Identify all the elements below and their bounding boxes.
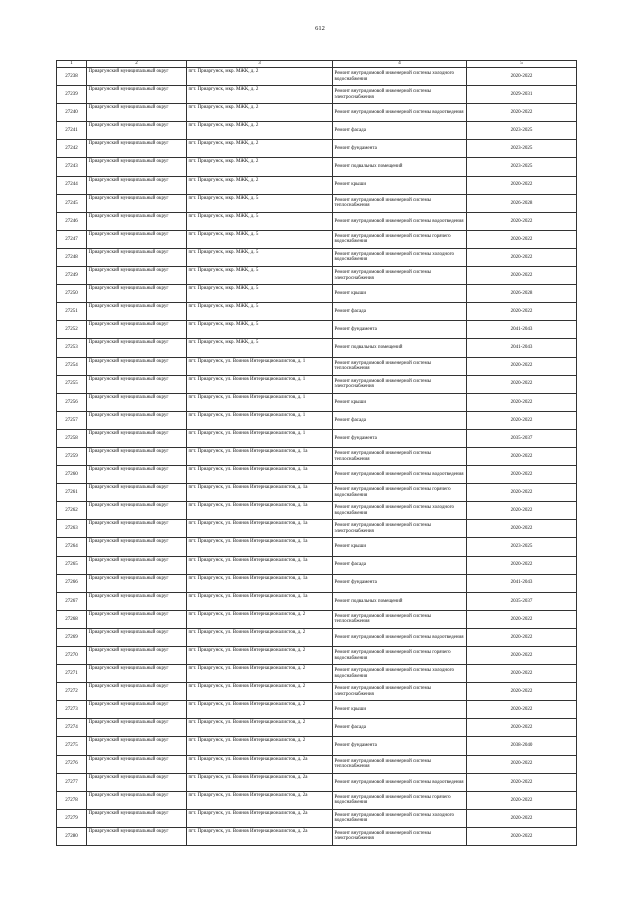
address-cell: пгт. Приаргунск, мкр. МЖК, д. 5: [187, 212, 333, 230]
work-type-cell: Ремонт внутридомовой инженерной системы холодного водоснабжения: [333, 665, 467, 683]
period-cell: 2020-2022: [467, 610, 577, 628]
municipality-cell: Приаргунский муниципальный округ: [87, 285, 187, 303]
period-cell: 2020-2022: [467, 773, 577, 791]
municipality-cell: Приаргунский муниципальный округ: [87, 484, 187, 502]
period-cell: 2020-2022: [467, 809, 577, 827]
municipality-cell: Приаргунский муниципальный округ: [87, 701, 187, 719]
address-cell: пгт. Приаргунск, ул. Воинов Интернационалистов, д. 1а: [187, 502, 333, 520]
work-type-cell: Ремонт внутридомовой инженерной системы холодного водоснабжения: [333, 68, 467, 86]
municipality-cell: Приаргунский муниципальный округ: [87, 339, 187, 357]
row-number-cell: 27259: [57, 447, 87, 465]
row-number-cell: 27272: [57, 683, 87, 701]
period-cell: 2023-2025: [467, 122, 577, 140]
period-cell: 2020-2022: [467, 628, 577, 646]
row-number-cell: 27251: [57, 303, 87, 321]
work-type-cell: Ремонт фундамента: [333, 140, 467, 158]
address-cell: пгт. Приаргунск, мкр. МЖК, д. 5: [187, 285, 333, 303]
row-number-cell: 27240: [57, 104, 87, 122]
table-row: [57, 647, 577, 665]
municipality-cell: Приаргунский муниципальный округ: [87, 86, 187, 104]
work-type-cell: Ремонт крыши: [333, 176, 467, 194]
row-number-cell: 27246: [57, 212, 87, 230]
address-cell: пгт. Приаргунск, мкр. МЖК, д. 2: [187, 176, 333, 194]
municipality-cell: Приаргунский муниципальный округ: [87, 556, 187, 574]
address-cell: пгт. Приаргунск, ул. Воинов Интернационалистов, д. 2а: [187, 773, 333, 791]
table-row: [57, 628, 577, 646]
table-row: [57, 68, 577, 86]
municipality-cell: Приаргунский муниципальный округ: [87, 466, 187, 484]
work-type-cell: Ремонт внутридомовой инженерной системы холодного водоснабжения: [333, 502, 467, 520]
table-row: [57, 701, 577, 719]
municipality-cell: Приаргунский муниципальный округ: [87, 194, 187, 212]
municipality-cell: Приаргунский муниципальный округ: [87, 574, 187, 592]
work-type-cell: Ремонт внутридомовой инженерной системы водоотведения: [333, 773, 467, 791]
address-cell: пгт. Приаргунск, ул. Воинов Интернационалистов, д. 2: [187, 719, 333, 737]
address-cell: пгт. Приаргунск, ул. Воинов Интернационалистов, д. 1: [187, 429, 333, 447]
work-type-cell: Ремонт внутридомовой инженерной системы холодного водоснабжения: [333, 248, 467, 266]
row-number-cell: 27275: [57, 737, 87, 755]
municipality-cell: Приаргунский муниципальный округ: [87, 628, 187, 646]
address-cell: пгт. Приаргунск, мкр. МЖК, д. 5: [187, 194, 333, 212]
address-cell: пгт. Приаргунск, мкр. МЖК, д. 2: [187, 158, 333, 176]
period-cell: 2029-2031: [467, 86, 577, 104]
municipality-cell: Приаргунский муниципальный округ: [87, 140, 187, 158]
work-type-cell: Ремонт внутридомовой инженерной системы электроснабжения: [333, 86, 467, 104]
work-type-cell: Ремонт внутридомовой инженерной системы теплоснабжения: [333, 755, 467, 773]
table-row: [57, 755, 577, 773]
table-row: [57, 827, 577, 845]
address-cell: пгт. Приаргунск, ул. Воинов Интернационалистов, д. 2: [187, 737, 333, 755]
row-number-cell: 27238: [57, 68, 87, 86]
address-cell: пгт. Приаргунск, мкр. МЖК, д. 2: [187, 86, 333, 104]
table-row: [57, 122, 577, 140]
table-row: [57, 303, 577, 321]
table-row: [57, 484, 577, 502]
period-cell: 2020-2022: [467, 647, 577, 665]
address-cell: пгт. Приаргунск, мкр. МЖК, д. 2: [187, 140, 333, 158]
work-type-cell: Ремонт внутридомовой инженерной системы теплоснабжения: [333, 447, 467, 465]
address-cell: пгт. Приаргунск, ул. Воинов Интернационалистов, д. 1: [187, 357, 333, 375]
row-number-cell: 27253: [57, 339, 87, 357]
address-cell: пгт. Приаргунск, ул. Воинов Интернационалистов, д. 1: [187, 411, 333, 429]
capital-repair-table: [56, 60, 577, 846]
municipality-cell: Приаргунский муниципальный округ: [87, 755, 187, 773]
period-cell: 2020-2022: [467, 665, 577, 683]
address-cell: пгт. Приаргунск, ул. Воинов Интернационалистов, д. 1а: [187, 556, 333, 574]
table-row: [57, 737, 577, 755]
table-row: [57, 809, 577, 827]
address-cell: пгт. Приаргунск, ул. Воинов Интернационалистов, д. 1а: [187, 592, 333, 610]
address-cell: пгт. Приаргунск, мкр. МЖК, д. 5: [187, 267, 333, 285]
row-number-cell: 27261: [57, 484, 87, 502]
table-row: [57, 773, 577, 791]
table-row: [57, 140, 577, 158]
municipality-cell: Приаргунский муниципальный округ: [87, 411, 187, 429]
period-cell: 2041-2043: [467, 574, 577, 592]
work-type-cell: Ремонт внутридомовой инженерной системы водоотведения: [333, 212, 467, 230]
work-type-cell: Ремонт внутридомовой инженерной системы электроснабжения: [333, 683, 467, 701]
period-cell: 2020-2022: [467, 502, 577, 520]
row-number-cell: 27276: [57, 755, 87, 773]
row-number-cell: 27269: [57, 628, 87, 646]
table-row: [57, 502, 577, 520]
period-cell: 2023-2025: [467, 140, 577, 158]
municipality-cell: Приаргунский муниципальный округ: [87, 719, 187, 737]
work-type-cell: Ремонт внутридомовой инженерной системы горячего водоснабжения: [333, 791, 467, 809]
row-number-cell: 27239: [57, 86, 87, 104]
period-cell: 2041-2043: [467, 321, 577, 339]
period-cell: 2038-2040: [467, 737, 577, 755]
period-cell: 2020-2022: [467, 556, 577, 574]
work-type-cell: Ремонт внутридомовой инженерной системы электроснабжения: [333, 267, 467, 285]
municipality-cell: Приаргунский муниципальный округ: [87, 773, 187, 791]
address-cell: пгт. Приаргунск, мкр. МЖК, д. 5: [187, 248, 333, 266]
municipality-cell: Приаргунский муниципальный округ: [87, 665, 187, 683]
row-number-cell: 27244: [57, 176, 87, 194]
row-number-cell: 27267: [57, 592, 87, 610]
table-row: [57, 230, 577, 248]
row-number-cell: 27263: [57, 520, 87, 538]
table-row: [57, 104, 577, 122]
work-type-cell: Ремонт подвальных помещений: [333, 592, 467, 610]
table-row: [57, 176, 577, 194]
table-row: [57, 574, 577, 592]
address-cell: пгт. Приаргунск, мкр. МЖК, д. 5: [187, 321, 333, 339]
period-cell: 2020-2022: [467, 827, 577, 845]
period-cell: 2041-2043: [467, 339, 577, 357]
row-number-cell: 27249: [57, 267, 87, 285]
column-header-work-type: 4: [333, 61, 467, 68]
period-cell: 2020-2022: [467, 357, 577, 375]
table-row: [57, 683, 577, 701]
address-cell: пгт. Приаргунск, ул. Воинов Интернационалистов, д. 2: [187, 683, 333, 701]
column-header-municipality: 2: [87, 61, 187, 68]
work-type-cell: Ремонт подвальных помещений: [333, 339, 467, 357]
column-header-period: 5: [467, 61, 577, 68]
address-cell: пгт. Приаргунск, ул. Воинов Интернационалистов, д. 1: [187, 393, 333, 411]
row-number-cell: 27252: [57, 321, 87, 339]
row-number-cell: 27262: [57, 502, 87, 520]
work-type-cell: Ремонт фундамента: [333, 429, 467, 447]
municipality-cell: Приаргунский муниципальный округ: [87, 321, 187, 339]
table-row: [57, 791, 577, 809]
table-row: [57, 267, 577, 285]
address-cell: пгт. Приаргунск, ул. Воинов Интернационалистов, д. 1а: [187, 447, 333, 465]
municipality-cell: Приаргунский муниципальный округ: [87, 610, 187, 628]
row-number-cell: 27248: [57, 248, 87, 266]
work-type-cell: Ремонт внутридомовой инженерной системы холодного водоснабжения: [333, 809, 467, 827]
row-number-cell: 27277: [57, 773, 87, 791]
address-cell: пгт. Приаргунск, ул. Воинов Интернационалистов, д. 2а: [187, 755, 333, 773]
period-cell: 2026-2028: [467, 194, 577, 212]
row-number-cell: 27264: [57, 538, 87, 556]
row-number-cell: 27257: [57, 411, 87, 429]
work-type-cell: Ремонт внутридомовой инженерной системы электроснабжения: [333, 520, 467, 538]
municipality-cell: Приаргунский муниципальный округ: [87, 267, 187, 285]
table-row: [57, 411, 577, 429]
work-type-cell: Ремонт фасада: [333, 719, 467, 737]
table-row: [57, 429, 577, 447]
work-type-cell: Ремонт внутридомовой инженерной системы теплоснабжения: [333, 610, 467, 628]
work-type-cell: Ремонт внутридомовой инженерной системы электроснабжения: [333, 375, 467, 393]
row-number-cell: 27255: [57, 375, 87, 393]
municipality-cell: Приаргунский муниципальный округ: [87, 502, 187, 520]
table-row: [57, 447, 577, 465]
municipality-cell: Приаргунский муниципальный округ: [87, 791, 187, 809]
row-number-cell: 27274: [57, 719, 87, 737]
row-number-cell: 27254: [57, 357, 87, 375]
municipality-cell: Приаргунский муниципальный округ: [87, 122, 187, 140]
table-row: [57, 212, 577, 230]
work-type-cell: Ремонт внутридомовой инженерной системы водоотведения: [333, 466, 467, 484]
row-number-cell: 27266: [57, 574, 87, 592]
row-number-cell: 27242: [57, 140, 87, 158]
work-type-cell: Ремонт фундамента: [333, 321, 467, 339]
row-number-cell: 27279: [57, 809, 87, 827]
address-cell: пгт. Приаргунск, мкр. МЖК, д. 5: [187, 303, 333, 321]
work-type-cell: Ремонт внутридомовой инженерной системы горячего водоснабжения: [333, 647, 467, 665]
address-cell: пгт. Приаргунск, ул. Воинов Интернационалистов, д. 2а: [187, 809, 333, 827]
period-cell: 2026-2028: [467, 285, 577, 303]
page-number: 612: [315, 25, 325, 32]
address-cell: пгт. Приаргунск, ул. Воинов Интернационалистов, д. 1а: [187, 466, 333, 484]
row-number-cell: 27241: [57, 122, 87, 140]
period-cell: 2035-2037: [467, 429, 577, 447]
work-type-cell: Ремонт внутридомовой инженерной системы горячего водоснабжения: [333, 484, 467, 502]
municipality-cell: Приаргунский муниципальный округ: [87, 809, 187, 827]
work-type-cell: Ремонт внутридомовой инженерной системы теплоснабжения: [333, 194, 467, 212]
municipality-cell: Приаргунский муниципальный округ: [87, 176, 187, 194]
table-body: [57, 68, 577, 846]
municipality-cell: Приаргунский муниципальный округ: [87, 827, 187, 845]
period-cell: 2020-2022: [467, 791, 577, 809]
period-cell: 2020-2022: [467, 484, 577, 502]
period-cell: 2023-2025: [467, 158, 577, 176]
table-row: [57, 285, 577, 303]
work-type-cell: Ремонт фасада: [333, 303, 467, 321]
row-number-cell: 27268: [57, 610, 87, 628]
row-number-cell: 27258: [57, 429, 87, 447]
table-row: [57, 520, 577, 538]
column-header-number: 1: [57, 61, 87, 68]
work-type-cell: Ремонт крыши: [333, 538, 467, 556]
address-cell: пгт. Приаргунск, ул. Воинов Интернационалистов, д. 2: [187, 647, 333, 665]
period-cell: 2020-2022: [467, 104, 577, 122]
address-cell: пгт. Приаргунск, ул. Воинов Интернационалистов, д. 2: [187, 665, 333, 683]
row-number-cell: 27256: [57, 393, 87, 411]
municipality-cell: Приаргунский муниципальный округ: [87, 248, 187, 266]
address-cell: пгт. Приаргунск, ул. Воинов Интернационалистов, д. 1а: [187, 520, 333, 538]
row-number-cell: 27271: [57, 665, 87, 683]
municipality-cell: Приаргунский муниципальный округ: [87, 447, 187, 465]
municipality-cell: Приаргунский муниципальный округ: [87, 538, 187, 556]
row-number-cell: 27270: [57, 647, 87, 665]
municipality-cell: Приаргунский муниципальный округ: [87, 212, 187, 230]
period-cell: 2020-2022: [467, 248, 577, 266]
row-number-cell: 27245: [57, 194, 87, 212]
table-row: [57, 375, 577, 393]
table-row: [57, 610, 577, 628]
work-type-cell: Ремонт внутридомовой инженерной системы горячего водоснабжения: [333, 230, 467, 248]
municipality-cell: Приаргунский муниципальный округ: [87, 429, 187, 447]
work-type-cell: Ремонт фундамента: [333, 574, 467, 592]
row-number-cell: 27280: [57, 827, 87, 845]
municipality-cell: Приаргунский муниципальный округ: [87, 375, 187, 393]
table-row: [57, 357, 577, 375]
table-row: [57, 339, 577, 357]
row-number-cell: 27243: [57, 158, 87, 176]
period-cell: 2023-2025: [467, 538, 577, 556]
address-cell: пгт. Приаргунск, ул. Воинов Интернационалистов, д. 1: [187, 375, 333, 393]
row-number-cell: 27260: [57, 466, 87, 484]
table-row: [57, 194, 577, 212]
address-cell: пгт. Приаргунск, мкр. МЖК, д. 5: [187, 339, 333, 357]
address-cell: пгт. Приаргунск, ул. Воинов Интернационалистов, д. 2: [187, 610, 333, 628]
municipality-cell: Приаргунский муниципальный округ: [87, 357, 187, 375]
work-type-cell: Ремонт фундамента: [333, 737, 467, 755]
table-row: [57, 592, 577, 610]
period-cell: 2020-2022: [467, 393, 577, 411]
table-row: [57, 665, 577, 683]
address-cell: пгт. Приаргунск, ул. Воинов Интернационалистов, д. 2а: [187, 827, 333, 845]
table-row: [57, 248, 577, 266]
work-type-cell: Ремонт крыши: [333, 701, 467, 719]
table-row: [57, 158, 577, 176]
work-type-cell: Ремонт внутридомовой инженерной системы теплоснабжения: [333, 357, 467, 375]
municipality-cell: Приаргунский муниципальный округ: [87, 104, 187, 122]
municipality-cell: Приаргунский муниципальный округ: [87, 520, 187, 538]
work-type-cell: Ремонт фасада: [333, 556, 467, 574]
municipality-cell: Приаргунский муниципальный округ: [87, 647, 187, 665]
municipality-cell: Приаргунский муниципальный округ: [87, 68, 187, 86]
period-cell: 2020-2022: [467, 303, 577, 321]
period-cell: 2020-2022: [467, 683, 577, 701]
period-cell: 2020-2022: [467, 375, 577, 393]
table-row: [57, 719, 577, 737]
work-type-cell: Ремонт внутридомовой инженерной системы электроснабжения: [333, 827, 467, 845]
row-number-cell: 27265: [57, 556, 87, 574]
municipality-cell: Приаргунский муниципальный округ: [87, 303, 187, 321]
table-row: [57, 556, 577, 574]
period-cell: 2020-2022: [467, 230, 577, 248]
table-row: [57, 86, 577, 104]
work-type-cell: Ремонт подвальных помещений: [333, 158, 467, 176]
work-type-cell: Ремонт внутридомовой инженерной системы водоотведения: [333, 104, 467, 122]
period-cell: 2020-2022: [467, 719, 577, 737]
period-cell: 2020-2022: [467, 176, 577, 194]
work-type-cell: Ремонт крыши: [333, 285, 467, 303]
period-cell: 2020-2022: [467, 411, 577, 429]
address-cell: пгт. Приаргунск, ул. Воинов Интернационалистов, д. 2а: [187, 791, 333, 809]
work-type-cell: Ремонт фасада: [333, 411, 467, 429]
municipality-cell: Приаргунский муниципальный округ: [87, 737, 187, 755]
work-type-cell: Ремонт внутридомовой инженерной системы водоотведения: [333, 628, 467, 646]
address-cell: пгт. Приаргунск, мкр. МЖК, д. 2: [187, 68, 333, 86]
work-type-cell: Ремонт фасада: [333, 122, 467, 140]
period-cell: 2020-2022: [467, 701, 577, 719]
period-cell: 2020-2022: [467, 520, 577, 538]
period-cell: 2020-2022: [467, 755, 577, 773]
municipality-cell: Приаргунский муниципальный округ: [87, 158, 187, 176]
row-number-cell: 27247: [57, 230, 87, 248]
municipality-cell: Приаргунский муниципальный округ: [87, 592, 187, 610]
table-row: [57, 538, 577, 556]
period-cell: 2020-2022: [467, 447, 577, 465]
address-cell: пгт. Приаргунск, мкр. МЖК, д. 5: [187, 230, 333, 248]
table-header-row: [57, 61, 577, 68]
municipality-cell: Приаргунский муниципальный округ: [87, 683, 187, 701]
row-number-cell: 27250: [57, 285, 87, 303]
address-cell: пгт. Приаргунск, ул. Воинов Интернационалистов, д. 1а: [187, 574, 333, 592]
municipality-cell: Приаргунский муниципальный округ: [87, 230, 187, 248]
municipality-cell: Приаргунский муниципальный округ: [87, 393, 187, 411]
period-cell: 2020-2022: [467, 212, 577, 230]
address-cell: пгт. Приаргунск, ул. Воинов Интернационалистов, д. 1а: [187, 538, 333, 556]
period-cell: 2020-2022: [467, 466, 577, 484]
address-cell: пгт. Приаргунск, мкр. МЖК, д. 2: [187, 104, 333, 122]
column-header-address: 3: [187, 61, 333, 68]
row-number-cell: 27273: [57, 701, 87, 719]
address-cell: пгт. Приаргунск, ул. Воинов Интернационалистов, д. 2: [187, 628, 333, 646]
period-cell: 2020-2022: [467, 68, 577, 86]
period-cell: 2020-2022: [467, 267, 577, 285]
table-row: [57, 321, 577, 339]
address-cell: пгт. Приаргунск, ул. Воинов Интернационалистов, д. 1а: [187, 484, 333, 502]
row-number-cell: 27278: [57, 791, 87, 809]
work-type-cell: Ремонт крыши: [333, 393, 467, 411]
table-row: [57, 466, 577, 484]
period-cell: 2035-2037: [467, 592, 577, 610]
address-cell: пгт. Приаргунск, ул. Воинов Интернационалистов, д. 2: [187, 701, 333, 719]
table-row: [57, 393, 577, 411]
address-cell: пгт. Приаргунск, мкр. МЖК, д. 2: [187, 122, 333, 140]
